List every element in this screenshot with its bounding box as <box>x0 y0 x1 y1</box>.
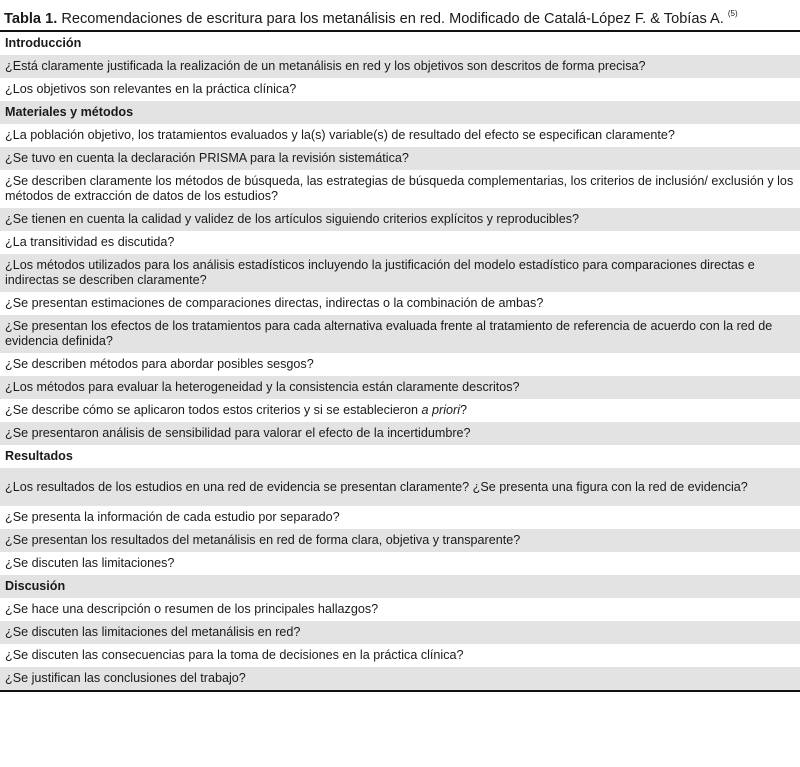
row-text: ¿Se presenta la información de cada estudio por separado? <box>5 510 340 524</box>
section-header <box>0 101 800 124</box>
table-row <box>0 315 800 353</box>
row-text: ¿Se discuten las limitaciones? <box>5 556 175 570</box>
row-text: ¿Se presentan estimaciones de comparaciones directas, indirectas o la combinación de ambas? <box>5 296 544 310</box>
row-text: ¿Se discuten las limitaciones del metanálisis en red? <box>5 625 301 639</box>
section-title: Materiales y métodos <box>5 105 134 119</box>
table-row <box>0 55 800 78</box>
row-text: ¿Se describen métodos para abordar posibles sesgos? <box>5 357 314 371</box>
table-row <box>0 399 800 422</box>
table-row <box>0 208 800 231</box>
table-row <box>0 422 800 445</box>
section-header <box>0 32 800 55</box>
row-text: ¿Los resultados de los estudios en una red de evidencia se presentan claramente? ¿Se presenta una figura con la red de evidencia? <box>5 479 748 494</box>
row-text: ¿Se describen claramente los métodos de búsqueda, las estrategias de búsqueda complementarias, los criterios de inclusión/ exclusión y los métodos de extracción de datos de los estudios? <box>5 174 794 203</box>
row-text: ¿Se presentan los efectos de los tratamientos para cada alternativa evaluada frente al tratamiento de referencia de acuerdo con la red de evidencia definida? <box>5 319 773 348</box>
row-text: ¿Se presentan los resultados del metanálisis en red de forma clara, objetiva y transparente? <box>5 533 521 547</box>
row-text: ¿Está claramente justificada la realización de un metanálisis en red y los objetivos son descritos de forma precisa? <box>5 59 646 73</box>
table-row <box>0 147 800 170</box>
section-title: Resultados <box>5 449 73 463</box>
table-row <box>0 353 800 376</box>
table-row <box>0 598 800 621</box>
italic-term: a priori <box>421 403 460 417</box>
caption-reference: (5) <box>727 9 738 18</box>
table-row <box>0 376 800 399</box>
table-row <box>0 170 800 208</box>
row-text: ¿Los métodos utilizados para los análisis estadísticos incluyendo la justificación del modelo estadístico para comparaciones directas e indirectas se describen claramente? <box>5 258 755 287</box>
table-row <box>0 292 800 315</box>
row-text: ¿Se justifican las conclusiones del trabajo? <box>5 671 246 685</box>
row-text: ¿Se presentaron análisis de sensibilidad para valorar el efecto de la incertidumbre? <box>5 426 471 440</box>
row-text: ¿Los objetivos son relevantes en la práctica clínica? <box>5 82 297 96</box>
section-header <box>0 575 800 598</box>
row-text: ¿Se hace una descripción o resumen de los principales hallazgos? <box>5 602 379 616</box>
caption-text: Recomendaciones de escritura para los metanálisis en red. Modificado de Catalá-López F. & Tobías A. <box>61 10 724 27</box>
section-title: Introducción <box>5 36 82 50</box>
table-row <box>0 124 800 147</box>
row-suffix: ? <box>460 403 468 417</box>
table-row <box>0 231 800 254</box>
table-row <box>0 506 800 529</box>
row-text: ¿La población objetivo, los tratamientos evaluados y la(s) variable(s) de resultado del efecto se especifican claramente? <box>5 128 675 142</box>
table-row <box>0 468 800 506</box>
caption-label: Tabla 1. <box>4 10 58 27</box>
row-text: ¿La transitividad es discutida? <box>5 235 175 249</box>
row-text: ¿Se describe cómo se aplicaron todos estos criterios y si se establecieron a priori? <box>5 403 468 417</box>
recommendations-table <box>0 30 800 692</box>
table-row <box>0 621 800 644</box>
section-title: Discusión <box>5 579 66 593</box>
row-text: ¿Se tuvo en cuenta la declaración PRISMA para la revisión sistemática? <box>5 151 409 165</box>
table-caption <box>0 0 800 30</box>
section-header <box>0 445 800 468</box>
row-text: ¿Se discuten las consecuencias para la toma de decisiones en la práctica clínica? <box>5 648 464 662</box>
row-text: ¿Se tienen en cuenta la calidad y validez de los artículos siguiendo criterios explícitos y reproducibles? <box>5 212 580 226</box>
table-row <box>0 667 800 690</box>
table-row <box>0 78 800 101</box>
table-row <box>0 254 800 292</box>
table-row <box>0 552 800 575</box>
row-text: ¿Los métodos para evaluar la heterogeneidad y la consistencia están claramente descritos? <box>5 380 520 394</box>
table-row <box>0 529 800 552</box>
table-row <box>0 644 800 667</box>
